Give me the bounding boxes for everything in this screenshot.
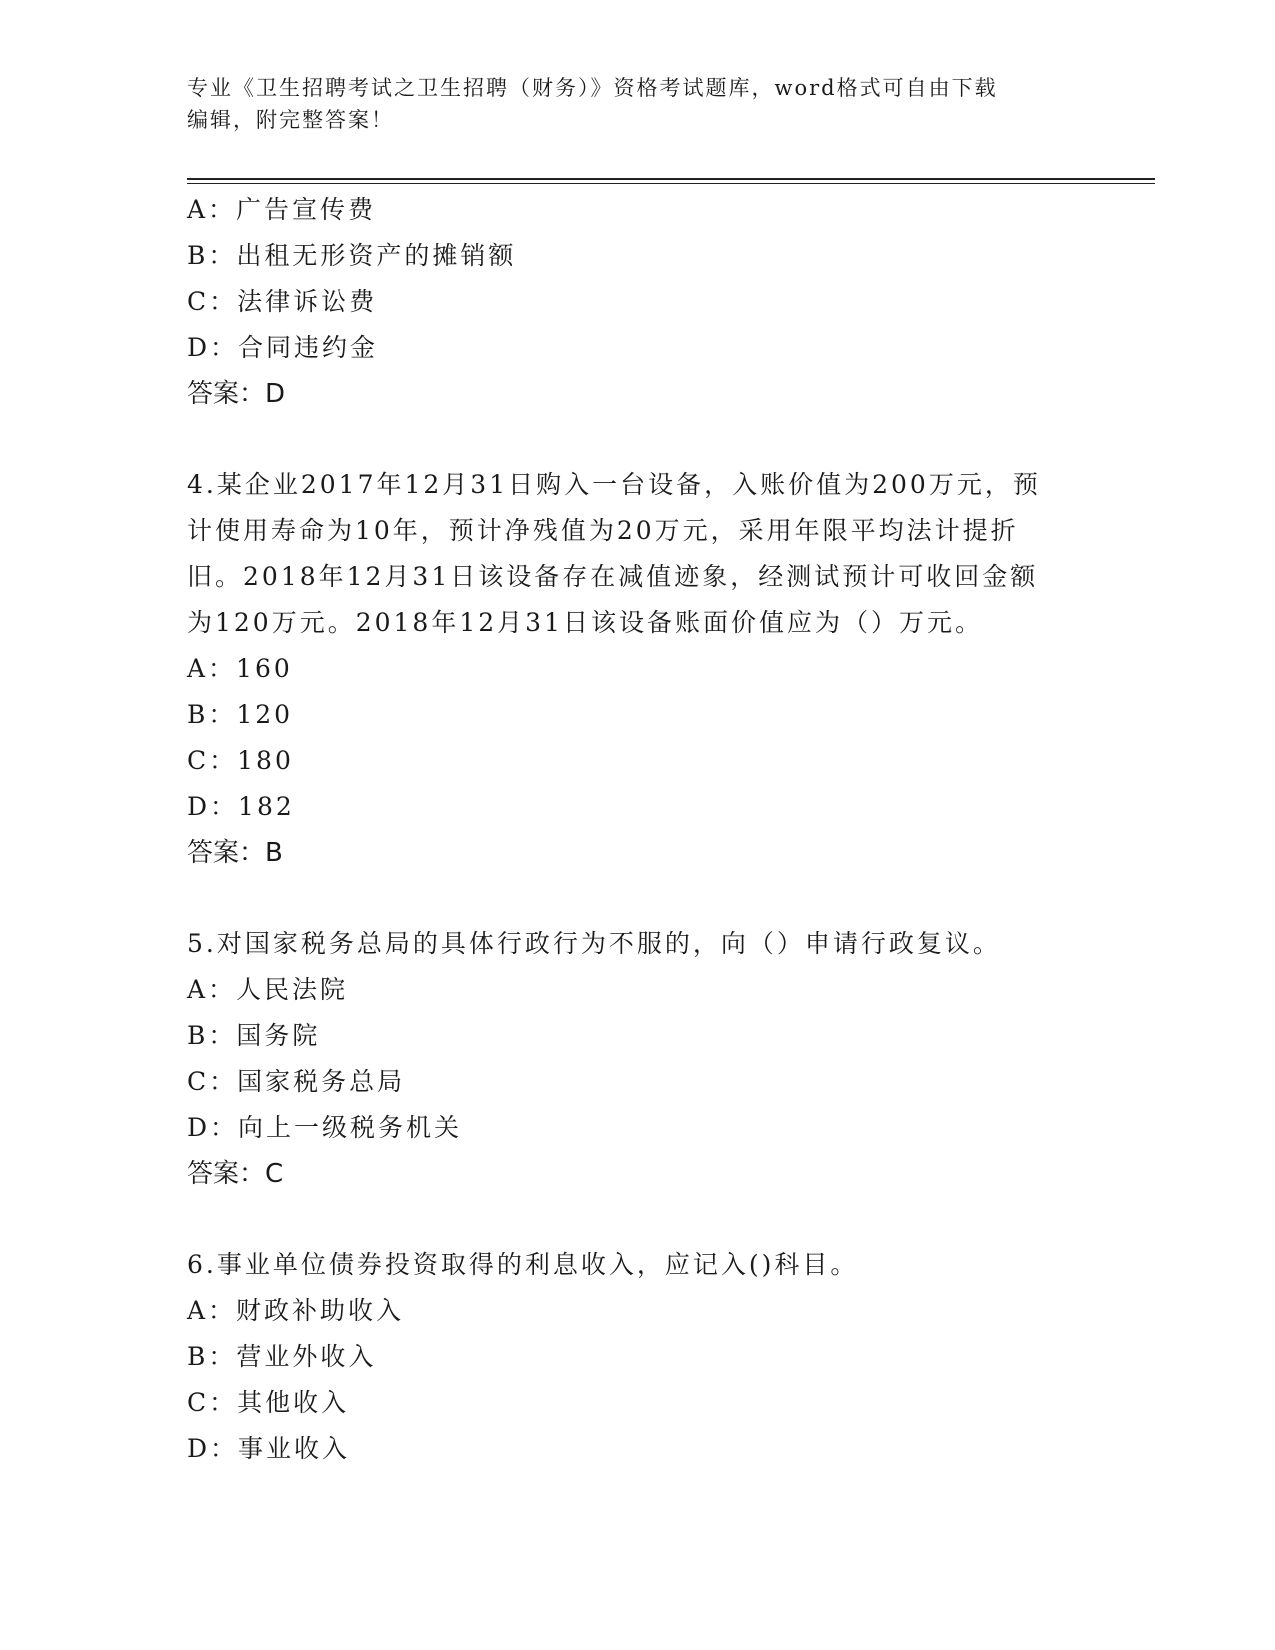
option-c: C：法律诉讼费 — [187, 287, 378, 316]
option-a: A：广告宣传费 — [187, 195, 377, 224]
option-b: B：营业外收入 — [187, 1342, 377, 1371]
question-6 — [187, 1242, 1087, 1472]
answer: 答案：D — [187, 379, 286, 409]
answer: 答案：C — [187, 1159, 284, 1189]
header-divider-thin — [187, 183, 1155, 184]
question-4 — [187, 462, 1087, 876]
option-c: C：国家税务总局 — [187, 1067, 406, 1096]
header-line-1: 专业《卫生招聘考试之卫生招聘（财务）》资格考试题库，word格式可自由下载 — [187, 76, 998, 100]
option-d: D：182 — [187, 792, 295, 821]
question-text-line: 6.事业单位债券投资取得的利息收入，应记入()科目。 — [187, 1250, 859, 1279]
option-c: C：其他收入 — [187, 1388, 350, 1417]
question-text-line: 5.对国家税务总局的具体行政行为不服的，向（）申请行政复议。 — [187, 929, 1001, 958]
question-text-line: 旧。2018年12月31日该设备存在减值迹象，经测试预计可收回金额 — [187, 562, 1039, 591]
question-text-line: 为120万元。2018年12月31日该设备账面价值应为（）万元。 — [187, 608, 983, 637]
option-a: A：人民法院 — [187, 975, 349, 1004]
option-b: B：出租无形资产的摊销额 — [187, 241, 517, 270]
option-a: A：160 — [187, 654, 293, 683]
answer: 答案：B — [187, 838, 283, 868]
option-c: C：180 — [187, 746, 294, 775]
question-text-line: 4.某企业2017年12月31日购入一台设备，入账价值为200万元，预 — [187, 470, 1041, 499]
question-list — [187, 187, 1087, 1472]
question-3 — [187, 187, 1087, 417]
option-a: A：财政补助收入 — [187, 1296, 405, 1325]
question-5 — [187, 921, 1087, 1197]
header-line-2: 编辑，附完整答案！ — [187, 108, 394, 132]
option-d: D：合同违约金 — [187, 333, 379, 362]
option-b: B：120 — [187, 700, 294, 729]
option-d: D：向上一级税务机关 — [187, 1113, 463, 1142]
document-header — [187, 72, 1087, 136]
option-b: B：国务院 — [187, 1021, 321, 1050]
header-divider — [187, 178, 1155, 180]
option-d: D：事业收入 — [187, 1434, 351, 1463]
question-text-line: 计使用寿命为10年，预计净残值为20万元，采用年限平均法计提折 — [187, 516, 1019, 545]
